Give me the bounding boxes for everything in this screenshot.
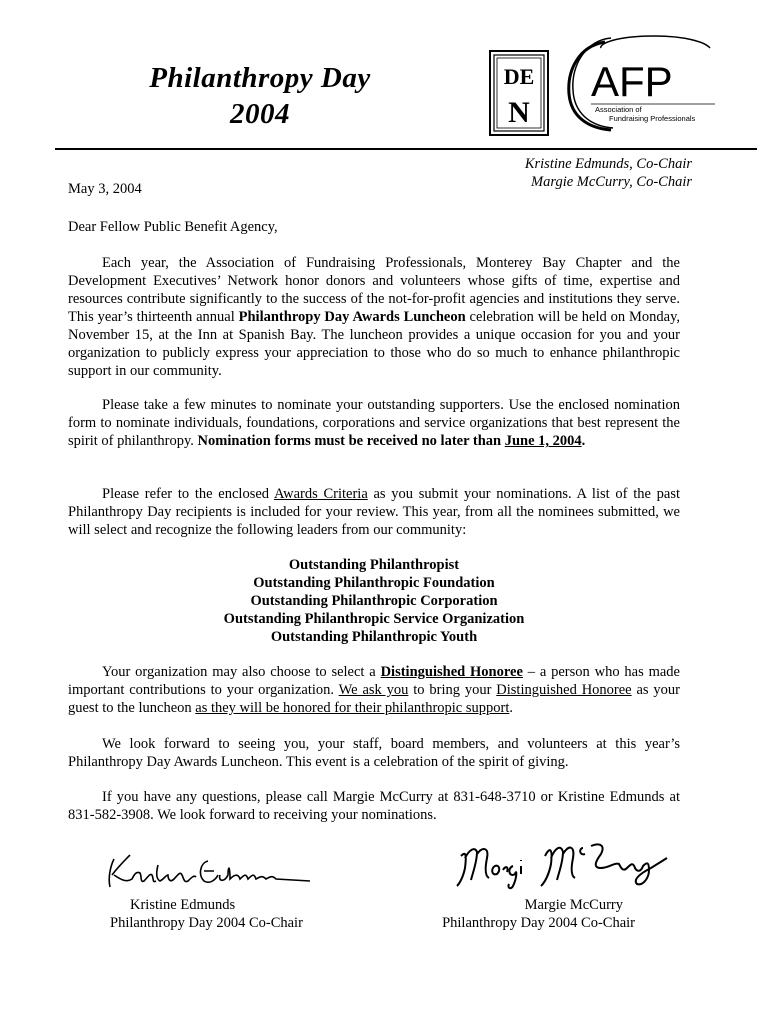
svg-text:Association of: Association of [595,105,642,114]
svg-text:DE: DE [503,64,535,89]
awards-criteria-ref: Awards Criteria [273,486,368,502]
deadline-date: June 1, 2004 [504,433,582,449]
p1-bold: Philanthropy Day Awards Luncheon [238,309,466,325]
page-title [95,60,425,132]
svg-text:Fundraising Professionals: Fundraising Professionals [609,114,696,123]
p4-underline-2: Distinguished Honoree [496,682,632,698]
award-item: Outstanding Philanthropic Service Organization [223,611,525,627]
paragraph-5 [68,735,680,771]
afp-logo [565,34,725,134]
title-line-2: 2004 [230,98,290,130]
p4-mid2: to bring your [408,682,497,698]
p2-end: . [581,433,586,449]
p4-end: . [509,700,513,716]
p4-mid1: – a person who has made important contributions to your organization. [68,664,680,698]
salutation: Dear Fellow Public Benefit Agency, [68,219,278,235]
cochair-2: Margie McCurry, Co-Chair [531,174,692,190]
p4-underline-1: We ask you [338,682,409,698]
p3-end: as you submit your nominations. A list of the past Philanthropy Day recipients is included for your review. This year, from all the nominees submitted, we will select and recognize the following leaders from our community: [68,486,680,538]
paragraph-3 [68,485,680,539]
signature-block-right [425,896,655,932]
paragraph-6 [68,788,680,824]
paragraph-2 [68,396,680,450]
den-logo [489,50,549,136]
p3-start: Please refer to the enclosed [102,486,274,502]
award-item: Outstanding Philanthropic Youth [270,629,478,645]
p1-text: Each year, the Association of Fundraising Professionals, Monterey Bay Chapter and the Development Executives’ Network honor donors and volunteers whose gifts of time, expertise and resources contribute significantly to the success of the not-for-profit agencies and institutions they serve. This year’s thirteenth annual [68,255,680,325]
p4-underline-3: as they will be honored for their philanthropic support [195,700,510,716]
award-item: Outstanding Philanthropic Corporation [250,593,498,609]
svg-text:N: N [508,96,530,129]
signature-kristine [100,845,315,895]
header-divider [55,148,757,150]
award-item: Outstanding Philanthropic Foundation [253,575,495,591]
letter-date: May 3, 2004 [68,181,142,197]
p4-start: Your organization may also choose to select a [102,664,381,680]
p1-end: celebration will be held on Monday, November 15, at the Inn at Spanish Bay. The luncheon provides a unique occasion for you and your organization to publicly express your appreciation to those who do so much to enhance philanthropic support in our community. [68,309,680,379]
signer-title-right: Philanthropy Day 2004 Co-Chair [442,915,635,931]
cochairs-block [525,155,692,191]
title-line-1: Philanthropy Day [149,62,371,94]
p5-text: We look forward to seeing you, your staff, board members, and volunteers at this year’s Philanthropy Day Awards Luncheon. This event is a celebration of the spirit of giving. [68,736,680,770]
p2-bold: Nomination forms must be received no later than [197,433,505,449]
distinguished-honoree: Distinguished Honoree [380,664,523,680]
signer-name-right: Margie McCurry [524,897,623,913]
signer-title-left: Philanthropy Day 2004 Co-Chair [110,915,303,931]
svg-text:AFP: AFP [591,58,673,105]
award-item: Outstanding Philanthropist [288,557,460,573]
p6-text: If you have any questions, please call Margie McCurry at 831-648-3710 or Kristine Edmunds at 831-582-3908. We look forward to receiving your nominations. [68,789,680,823]
signature-block-left [110,896,340,932]
paragraph-1 [68,254,680,380]
cochair-1: Kristine Edmunds, Co-Chair [524,156,692,172]
p4-mid3: as your guest to the luncheon [68,682,680,716]
signer-name-left: Kristine Edmunds [130,897,236,913]
signature-margie [455,838,685,893]
paragraph-4 [68,663,680,717]
awards-list [68,556,680,646]
p2-text: Please take a few minutes to nominate your outstanding supporters. Use the enclosed nomination form to nominate individuals, foundations, corporations and service organizations that best represent the spirit of philanthropy. [68,397,680,449]
